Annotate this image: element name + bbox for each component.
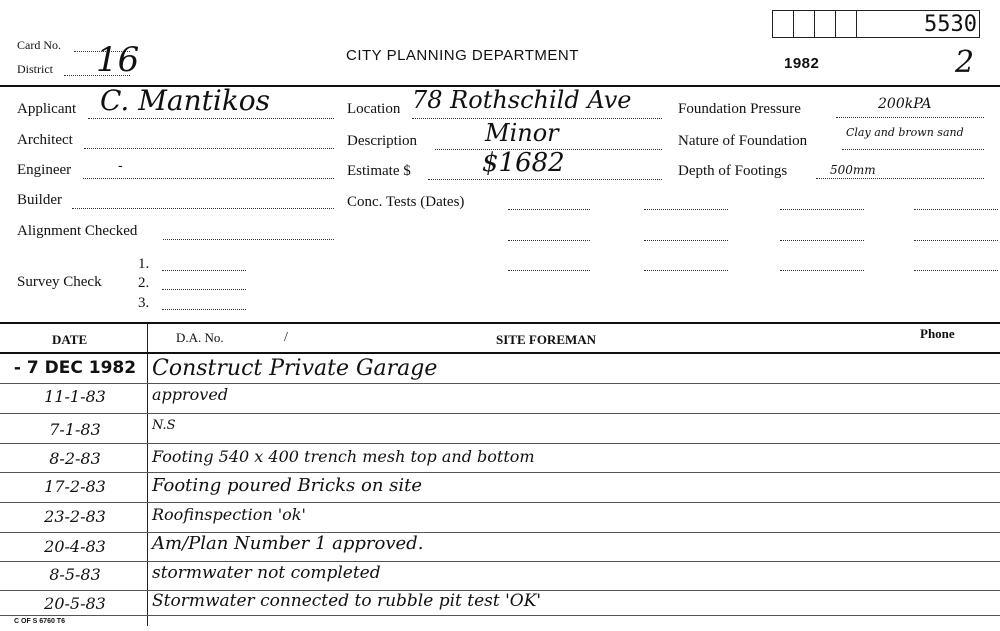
row-date: 20-5-83 <box>44 594 106 613</box>
builder-label: Builder <box>17 192 62 208</box>
applicant-label: Applicant <box>17 101 77 117</box>
row-rule <box>0 413 1000 414</box>
row-rule <box>0 383 1000 384</box>
engineer-value: - <box>118 158 123 174</box>
row-entry: stormwater not completed <box>152 563 381 583</box>
survey-line-1 <box>162 270 246 271</box>
survey-item-1: 1. <box>138 256 150 272</box>
estimate-line <box>428 179 662 180</box>
row-rule <box>0 472 1000 473</box>
row-rule <box>0 443 1000 444</box>
row-entry: N.S <box>152 418 176 433</box>
engineer-line <box>83 178 334 179</box>
conc-line-3b <box>644 270 728 271</box>
row-date: 23-2-83 <box>44 507 106 526</box>
row-entry: Footing 540 x 400 trench mesh top and bottom <box>152 447 535 466</box>
row-date: 17-2-83 <box>44 477 106 496</box>
conc-line-1b <box>644 209 728 210</box>
year: 1982 <box>784 55 820 72</box>
conc-line-3c <box>780 270 864 271</box>
conc-line-3a <box>508 270 590 271</box>
alignment-label: Alignment Checked <box>17 223 138 239</box>
row-date: - 7 DEC 1982 <box>13 358 137 378</box>
row-entry: Roofinspection 'ok' <box>152 505 306 524</box>
conc-tests-label: Conc. Tests (Dates) <box>347 194 465 210</box>
row-entry: Stormwater connected to rubble pit test 'OK' <box>152 591 542 611</box>
estimate-value: $1682 <box>482 148 565 178</box>
row-entry: Am/Plan Number 1 approved. <box>152 533 424 554</box>
row-date: 8-5-83 <box>49 565 101 584</box>
foundation-pressure-value: 200kPA <box>878 96 932 112</box>
district-label: District <box>17 62 53 76</box>
pressure-line <box>836 117 984 118</box>
card-no-label: Card No. <box>17 38 61 52</box>
architect-label: Architect <box>17 132 73 148</box>
row-rule <box>0 502 1000 503</box>
da-no-value: / <box>284 330 288 345</box>
survey-line-3 <box>162 309 246 310</box>
card-number: 5530 <box>924 12 977 37</box>
architect-line <box>84 148 334 149</box>
date-header: DATE <box>52 332 88 347</box>
row-date: 7-1-83 <box>49 420 101 439</box>
location-value: 78 Rothschild Ave <box>412 86 632 114</box>
depth-of-footings-value: 500mm <box>830 163 876 177</box>
conc-line-2c <box>780 240 864 241</box>
phone-header: Phone <box>920 326 955 341</box>
row-rule <box>0 615 1000 616</box>
builder-line <box>72 208 334 209</box>
number-box-3 <box>814 10 835 38</box>
conc-line-2a <box>508 240 590 241</box>
conc-line-1c <box>780 209 864 210</box>
site-foreman-header: SITE FOREMAN <box>496 332 597 347</box>
conc-line-1a <box>508 209 590 210</box>
location-label: Location <box>347 101 401 117</box>
row-date: 20-4-83 <box>44 537 106 556</box>
survey-item-2: 2. <box>138 275 150 291</box>
applicant-line <box>88 118 334 119</box>
survey-item-3: 3. <box>138 295 150 311</box>
conc-line-1d <box>914 209 998 210</box>
conc-line-2d <box>914 240 998 241</box>
alignment-line <box>163 239 334 240</box>
nature-of-foundation-value: Clay and brown sand <box>846 126 964 139</box>
department-title: CITY PLANNING DEPARTMENT <box>346 47 579 64</box>
survey-line-2 <box>162 289 246 290</box>
engineer-label: Engineer <box>17 162 72 178</box>
row-rule <box>0 561 1000 562</box>
depth-of-footings-label: Depth of Footings <box>678 163 788 179</box>
sheet-number: 2 <box>955 45 975 80</box>
table-header-rule <box>0 352 1000 354</box>
row-entry: approved <box>152 385 229 404</box>
card-no-value: 16 <box>96 40 140 80</box>
number-box-4 <box>835 10 856 38</box>
estimate-label: Estimate $ <box>347 163 411 179</box>
form-code: C OF S 6760 T6 <box>14 618 65 625</box>
conc-line-2b <box>644 240 728 241</box>
row-entry: Footing poured Bricks on site <box>152 475 423 496</box>
applicant-value: C. Mantikos <box>100 84 271 117</box>
nature-line <box>842 149 984 150</box>
row-date: 11-1-83 <box>44 387 106 406</box>
number-box-1 <box>772 10 793 38</box>
foundation-pressure-label: Foundation Pressure <box>678 101 801 117</box>
depth-line <box>816 178 984 179</box>
description-value: Minor <box>485 119 559 147</box>
da-no-header: D.A. No. <box>176 330 224 345</box>
nature-of-foundation-label: Nature of Foundation <box>678 133 808 149</box>
row-rule <box>0 532 1000 533</box>
number-box-2 <box>793 10 814 38</box>
table-top-rule <box>0 322 1000 324</box>
description-label: Description <box>347 133 417 149</box>
row-date: 8-2-83 <box>49 449 101 468</box>
conc-line-3d <box>914 270 998 271</box>
survey-check-label: Survey Check <box>17 274 102 290</box>
row-entry: Construct Private Garage <box>152 356 438 381</box>
